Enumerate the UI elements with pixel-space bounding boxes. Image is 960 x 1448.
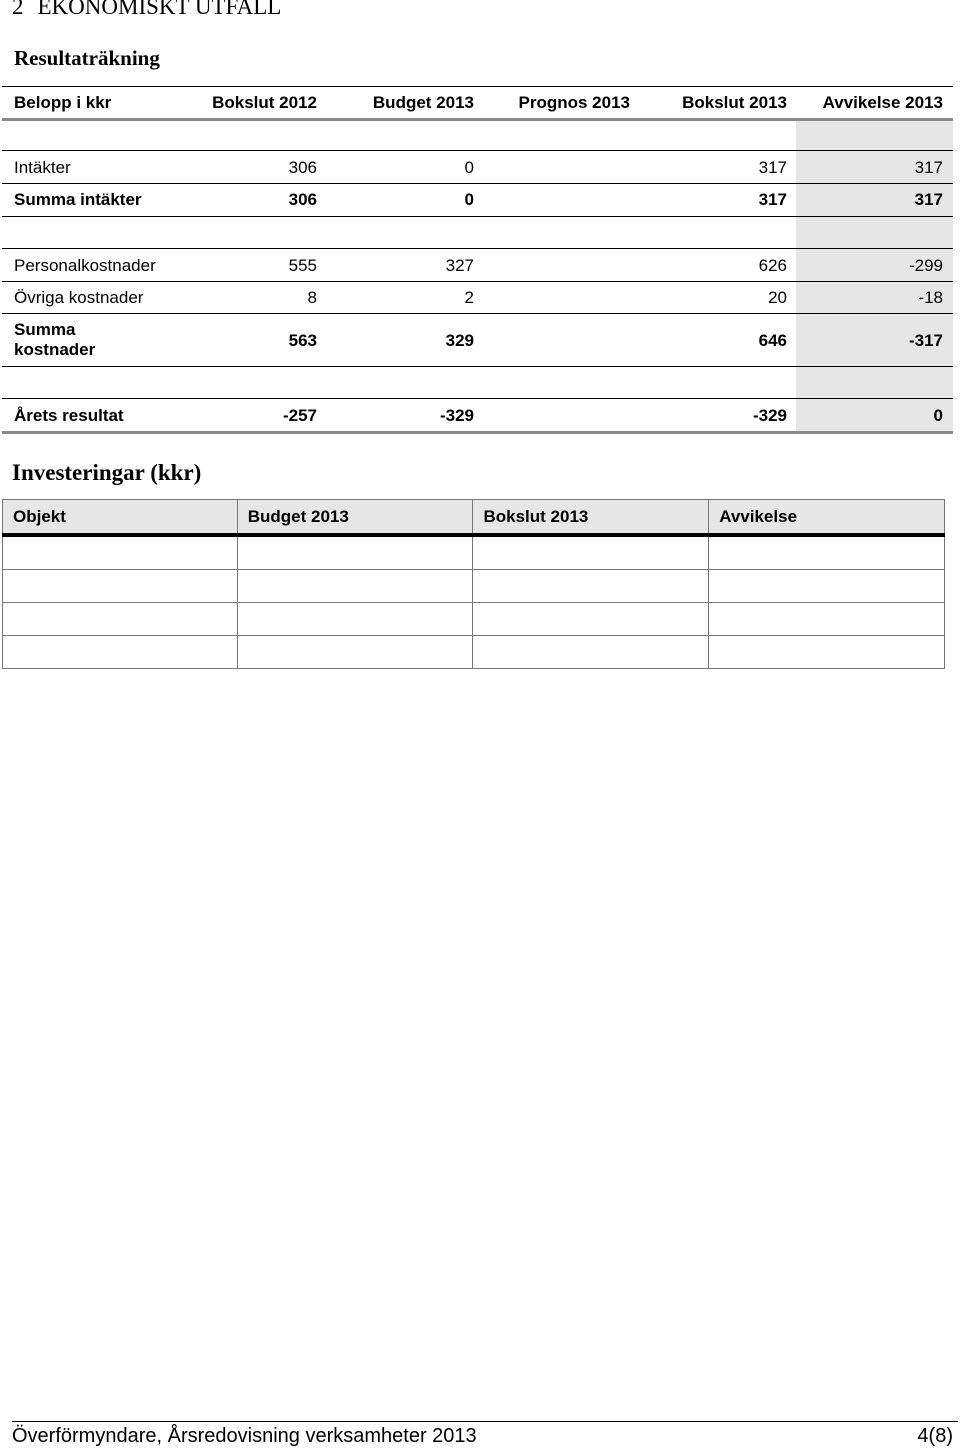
table-cell	[473, 603, 709, 636]
investments-heading: Investeringar (kkr)	[12, 460, 202, 485]
cell-value: 317	[758, 190, 787, 209]
table-rule	[2, 118, 953, 121]
table-rule	[2, 183, 953, 184]
table-row	[3, 570, 945, 603]
footer-page-number: 4(8)	[917, 1425, 953, 1447]
table-cell	[473, 535, 709, 570]
table-cell	[3, 603, 238, 636]
cell-value: -329	[439, 406, 474, 425]
table-rule	[2, 281, 953, 282]
cell-value: 0	[464, 190, 474, 209]
footer-document-title: Överförmyndare, Årsredovisning verksamheter 2013	[12, 1425, 477, 1447]
table-rule	[2, 248, 953, 249]
table-rule	[2, 366, 953, 367]
section-heading	[12, 0, 281, 20]
table-cell	[709, 603, 945, 636]
table-rule	[2, 150, 953, 151]
table-row	[3, 603, 945, 636]
table-cell	[473, 636, 709, 669]
investments-table	[2, 499, 945, 669]
cell-value: 327	[445, 256, 474, 275]
table-rule	[2, 86, 953, 87]
table-row	[3, 636, 945, 669]
column-header: Avvikelse 2013	[822, 93, 943, 112]
row-label: Personalkostnader	[14, 256, 156, 275]
table-cell	[709, 535, 945, 570]
row-label: Summa kostnader	[14, 320, 96, 359]
cell-value: 306	[288, 158, 317, 177]
cell-value: 329	[445, 331, 474, 350]
column-header: Budget 2013	[372, 93, 474, 112]
cell-value: 626	[758, 256, 787, 275]
cell-value: 306	[288, 190, 317, 209]
row-label: Summa intäkter	[14, 190, 142, 209]
section-number: 2	[12, 0, 24, 19]
column-header: Belopp i kkr	[14, 93, 112, 112]
cell-value: 8	[307, 288, 317, 307]
cell-value: 0	[464, 158, 474, 177]
cell-value: 20	[768, 288, 787, 307]
table-rule	[2, 313, 953, 314]
footer-rule	[12, 1421, 958, 1422]
table-cell	[237, 570, 473, 603]
table-row	[3, 535, 945, 570]
table-cell	[3, 636, 238, 669]
cell-value: -18	[918, 288, 943, 307]
cell-value: 646	[758, 331, 787, 350]
cell-value: -317	[908, 331, 943, 350]
table-cell	[237, 535, 473, 570]
column-header: Bokslut 2013	[682, 93, 787, 112]
row-label: Övriga kostnader	[14, 288, 144, 307]
cell-value: 317	[758, 158, 787, 177]
cell-value: -329	[752, 406, 787, 425]
column-header: Prognos 2013	[518, 93, 630, 112]
table-rule	[2, 216, 953, 217]
table-rule	[2, 398, 953, 399]
row-label: Intäkter	[14, 158, 71, 177]
cell-value: -299	[908, 256, 943, 275]
column-header: Objekt	[3, 500, 238, 536]
cell-value: 0	[933, 406, 943, 425]
cell-value: 317	[914, 190, 943, 209]
table-cell	[3, 535, 238, 570]
table-header-row	[3, 500, 945, 536]
column-header: Budget 2013	[237, 500, 473, 536]
table-cell	[473, 570, 709, 603]
cell-value: 2	[464, 288, 474, 307]
table-cell	[709, 636, 945, 669]
result-heading: Resultaträkning	[14, 46, 160, 70]
column-header: Avvikelse	[709, 500, 945, 536]
section-title: EKONOMISKT UTFALL	[37, 0, 282, 19]
column-header: Bokslut 2013	[473, 500, 709, 536]
table-cell	[237, 636, 473, 669]
cell-value: 317	[914, 158, 943, 177]
table-cell	[709, 570, 945, 603]
table-cell	[237, 603, 473, 636]
cell-value: 555	[288, 256, 317, 275]
table-rule	[2, 431, 953, 434]
row-label: Årets resultat	[14, 406, 124, 425]
cell-value: 563	[288, 331, 317, 350]
cell-value: -257	[282, 406, 317, 425]
table-cell	[3, 570, 238, 603]
column-header: Bokslut 2012	[212, 93, 317, 112]
